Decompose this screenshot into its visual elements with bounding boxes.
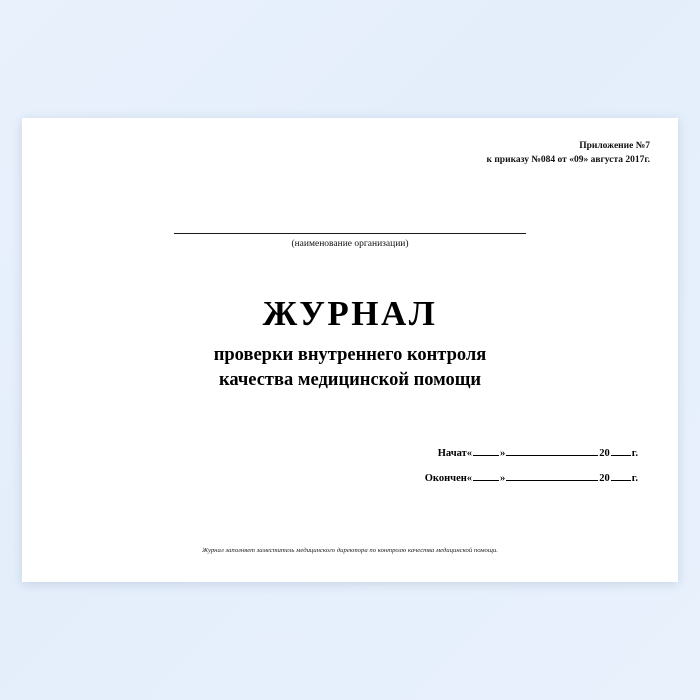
organization-name-caption: (наименование организации) — [291, 239, 409, 249]
appendix-number: Приложение №7 — [579, 141, 650, 151]
document-subtitle-line-2: качества медицинской помощи — [218, 369, 482, 390]
start-day-blank — [473, 455, 499, 456]
dates-block — [425, 448, 638, 498]
organization-name-block — [22, 216, 678, 249]
start-date-label: Начат — [437, 448, 467, 459]
end-year-blank — [611, 480, 631, 481]
end-date-label: Окончен — [424, 473, 467, 484]
end-year-prefix: 20 — [599, 473, 610, 484]
start-year-suffix: г. — [631, 448, 638, 459]
document-title-block — [22, 296, 678, 393]
document-subtitle-line-1: проверки внутреннего контроля — [213, 344, 487, 365]
start-date-row — [425, 448, 638, 459]
document-page-content — [22, 118, 678, 582]
end-date-row — [425, 473, 638, 484]
document-subtitle — [22, 343, 678, 393]
start-year-prefix: 20 — [599, 448, 610, 459]
start-year-blank — [611, 455, 631, 456]
end-quote-open: « — [466, 473, 473, 484]
end-day-blank — [473, 480, 499, 481]
page-title: ЖУРНАЛ — [262, 294, 438, 333]
end-quote-close: » — [500, 473, 506, 484]
organization-name-fill-line — [174, 232, 526, 234]
appendix-reference — [486, 140, 650, 168]
start-quote-open: « — [466, 448, 473, 459]
document-page — [22, 118, 678, 582]
end-month-blank — [506, 480, 598, 481]
end-year-suffix: г. — [631, 473, 638, 484]
appendix-order: к приказу №084 от «09» августа 2017г. — [486, 154, 650, 165]
start-month-blank — [506, 455, 598, 456]
footnote-text: Журнал заполняет заместитель медицинского директора по контролю качества медицинской помощи. — [202, 547, 498, 554]
start-quote-close: » — [500, 448, 506, 459]
